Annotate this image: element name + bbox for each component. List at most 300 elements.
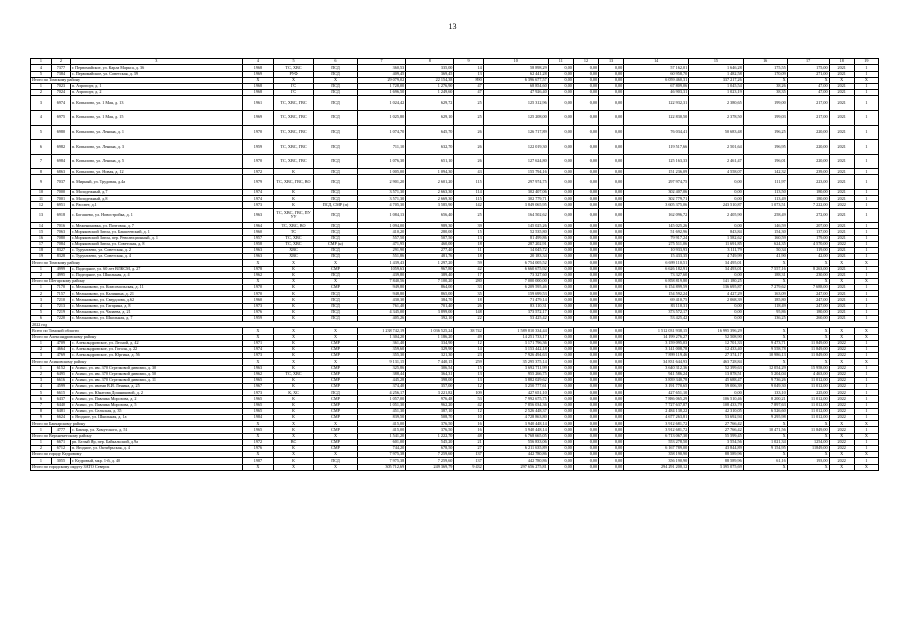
address-cell: с. Мельниково, ул. Калинина, д. 21 [70, 291, 242, 297]
table-cell: 53 [454, 396, 483, 402]
table-cell: 2021 [829, 309, 854, 315]
table-cell: К [274, 196, 314, 202]
table-cell: 0,00 [573, 377, 598, 383]
table-cell: 711,10 [357, 140, 405, 155]
table-cell: 0,00 [599, 247, 624, 253]
table-cell: 2 901,20 [357, 175, 405, 190]
table-cell: 1 482,58 [689, 71, 744, 77]
table-cell: 3 692 711,99 [483, 365, 548, 371]
table-cell: 3 605 375,06 [624, 202, 689, 208]
table-cell: 398,00 [406, 377, 454, 383]
table-cell: 81 499,86 [483, 235, 548, 241]
table-cell: 1 [854, 175, 878, 190]
table-cell: 0,00 [573, 390, 598, 396]
table-cell: 6616 [51, 377, 70, 383]
table-cell: 11 849,00 [787, 353, 829, 359]
table-cell: 1 [854, 154, 878, 169]
table-cell: 0,00 [573, 309, 598, 315]
table-cell: 7084 [51, 241, 70, 247]
address-cell: с. Мельниково, ул. Комсомольская, д. 11 [70, 285, 242, 291]
table-cell: 287 202,91 [483, 241, 548, 247]
table-cell: 2021 [829, 303, 854, 309]
table-cell: ПСД [313, 390, 357, 396]
table-cell: 2 405,90 [689, 208, 744, 223]
table-cell: 0,00 [548, 316, 573, 322]
table-cell: 1963 [242, 247, 273, 253]
table-cell: 136,25 [743, 316, 787, 322]
table-cell: 1963 [242, 254, 273, 260]
table-cell: 976,48 [406, 396, 454, 402]
table-cell: 7157 [51, 291, 70, 297]
table-cell: 2021 [829, 90, 854, 96]
table-cell: 0,00 [599, 439, 624, 445]
table-cell: 25 [454, 208, 483, 223]
table-cell: 2022 [829, 396, 854, 402]
table-cell: 88 589,96 [689, 458, 744, 464]
column-number: 4 [242, 59, 273, 65]
table-cell: 0,00 [548, 71, 573, 77]
table-cell: 1 [31, 340, 52, 346]
table-cell: 3 221,82 [406, 390, 454, 396]
table-cell: 25 [454, 110, 483, 125]
table-cell: 0,00 [548, 346, 573, 352]
table-cell: 6440 [51, 402, 70, 408]
table-cell: 1 [854, 229, 878, 235]
table-cell: ТС, ХВС, ГВС [274, 140, 314, 155]
table-cell: 1 238 742,19 [357, 328, 405, 334]
table-cell: 0,00 [573, 408, 598, 414]
table-cell: 2021 [829, 235, 854, 241]
address-cell: п. Молодежный, д.8 [70, 196, 242, 202]
table-cell: 0,00 [548, 266, 573, 272]
table-cell: 843,84 [689, 229, 744, 235]
table-cell: ПСД [313, 110, 357, 125]
table-cell: 2021 [829, 291, 854, 297]
table-cell: 0,00 [573, 278, 598, 284]
table-cell: 280,00 [406, 229, 454, 235]
table-cell: 1 [854, 439, 878, 445]
table-cell: 179,00 [787, 235, 829, 241]
table-cell: 0,00 [599, 359, 624, 365]
table-cell: 230,00 [787, 272, 829, 278]
table-cell: 155 794,16 [483, 169, 548, 175]
table-cell: 1 [854, 202, 878, 208]
table-cell: 15 433,35 [624, 254, 689, 260]
table-cell: 125 312,96 [483, 96, 548, 111]
subtotal-label: Итого по городскому округу ЗАТО Северск [31, 464, 243, 470]
table-cell: 52 399,63 [689, 365, 744, 371]
table-cell: 1 541,20 [357, 433, 405, 439]
address-cell: п. Копылово, ул. Новая, д. 12 [70, 169, 242, 175]
table-cell: 0,00 [548, 65, 573, 71]
address-cell: с. Межениновка, ул. Почтовая, д. 7 [70, 223, 242, 229]
table-cell: ХВС [274, 254, 314, 260]
table-cell: 0,00 [599, 384, 624, 390]
table-cell: 1 [854, 303, 878, 309]
table-cell: X [242, 464, 273, 470]
table-cell: X [242, 421, 273, 427]
table-cell: 277,40 [406, 247, 454, 253]
column-number: 9 [454, 59, 483, 65]
table-cell: 430,30 [357, 297, 405, 303]
table-cell: 11 849,00 [787, 427, 829, 433]
table-cell: X [242, 260, 273, 266]
table-cell: СМР [313, 396, 357, 402]
table-cell: 79 917,24 [624, 235, 689, 241]
table-cell: 0,00 [573, 458, 598, 464]
table-cell: 0,00 [573, 291, 598, 297]
address-cell: п. Ягодное, ул. Октябрьская, д. 4 [70, 445, 242, 451]
table-cell: СМР [313, 402, 357, 408]
table-cell: 1 [854, 445, 878, 451]
table-cell: 4 705,30 [357, 202, 405, 208]
table-cell: X [274, 260, 314, 266]
table-cell: 4 256,17 [357, 390, 405, 396]
table-cell: 294 291 200,12 [624, 464, 689, 470]
table-cell: 259 [454, 359, 483, 365]
table-cell: 3 899,00 [406, 309, 454, 315]
table-cell: X [787, 359, 829, 365]
table-cell: 329,90 [406, 346, 454, 352]
table-cell: К, ХС [274, 390, 314, 396]
table-cell: 114 [454, 190, 483, 196]
table-cell: 9 [31, 415, 52, 421]
table-cell: 364,31 [406, 371, 454, 377]
table-cell: 9 736,26 [743, 377, 787, 383]
table-cell: 1 025,80 [357, 110, 405, 125]
table-cell: 1 [854, 390, 878, 396]
table-cell: 0,00 [689, 303, 744, 309]
table-cell: 1 045,54 [689, 83, 744, 89]
table-cell: 180,00 [787, 196, 829, 202]
table-cell: 0,00 [573, 202, 598, 208]
table-cell: X [854, 421, 878, 427]
table-cell: ПСД [313, 90, 357, 96]
table-cell: 1974 [242, 196, 273, 202]
table-cell: 0,00 [548, 90, 573, 96]
table-cell: 360,53 [357, 65, 405, 71]
table-cell: 3 912 681,72 [624, 421, 689, 427]
table-cell: 6 167 789,00 [624, 445, 689, 451]
table-cell: СМР [313, 266, 357, 272]
table-cell: 52 535,80 [483, 229, 548, 235]
table-cell: 3 839 340,78 [624, 377, 689, 383]
table-cell: 6495 [51, 371, 70, 377]
column-number: 1 [31, 59, 52, 65]
table-cell: 445,28 [357, 377, 405, 383]
table-cell: 545,20 [406, 439, 454, 445]
table-cell: 0,00 [573, 175, 598, 190]
table-cell: 442 780,86 [483, 452, 548, 458]
table-cell: 12 [454, 384, 483, 390]
table-cell: 83 110,31 [483, 303, 548, 309]
table-cell: 3 571,30 [357, 196, 405, 202]
table-cell: 1 084,13 [357, 208, 405, 223]
table-cell: 2022 [829, 439, 854, 445]
table-cell: 0,00 [548, 247, 573, 253]
table-cell: 42 [454, 402, 483, 408]
table-cell: 50 683,48 [689, 125, 744, 140]
table-cell: 11 [31, 196, 52, 202]
table-cell: 1 [854, 408, 878, 414]
address-cell: п. Молодежный, д.7 [70, 190, 242, 196]
subtotal-label: Итого по Александровскому району [31, 334, 243, 340]
table-cell: 0,00 [599, 278, 624, 284]
table-cell: 7016 [51, 223, 70, 229]
table-cell: 2021 [829, 223, 854, 229]
table-cell: 948,80 [357, 291, 405, 297]
address-cell: г. Асино, ул. Павлика Морозова, д. 2 [70, 396, 242, 402]
table-cell: 2 484 138,22 [624, 408, 689, 414]
table-cell: 557,50 [357, 235, 405, 241]
table-cell: 11 012,00 [787, 415, 829, 421]
table-cell: ПСД [313, 83, 357, 89]
table-cell: К [274, 202, 314, 208]
table-cell: К [274, 291, 314, 297]
table-cell: 0,00 [689, 316, 744, 322]
table-cell: 0,00 [599, 190, 624, 196]
table-cell: 1 [854, 285, 878, 291]
table-cell: 9 154,95 [743, 445, 787, 451]
table-cell: 955 266,75 [483, 371, 548, 377]
table-cell: 1 [854, 297, 878, 303]
address-cell: п. Рассвет, д.1 [70, 202, 242, 208]
table-cell: 1 005,00 [357, 169, 405, 175]
table-cell: X [274, 464, 314, 470]
table-cell: 7 975,38 [357, 458, 405, 464]
page-number: 13 [448, 22, 457, 31]
table-cell: 7001 [51, 196, 70, 202]
table-cell: 0,00 [599, 464, 624, 470]
table-cell: 11 012,00 [787, 377, 829, 383]
table-cell: 0,00 [573, 260, 598, 266]
table-cell: 624,35 [743, 241, 787, 247]
table-cell: 5 204,04 [743, 371, 787, 377]
table-cell: 2021 [829, 65, 854, 71]
table-cell: 302 407,06 [483, 190, 548, 196]
table-cell: 1976 [242, 445, 273, 451]
table-cell: 0,00 [573, 140, 598, 155]
table-cell: 1 [31, 266, 52, 272]
table-cell: 0,00 [573, 427, 598, 433]
table-cell: 15 [454, 229, 483, 235]
column-number: 7 [357, 59, 405, 65]
column-number: 19 [854, 59, 878, 65]
table-cell: X [829, 278, 854, 284]
table-cell: 18 [31, 247, 52, 253]
table-cell: 2022 [829, 353, 854, 359]
table-cell: ТС, ХВС, ГВС [274, 110, 314, 125]
table-cell: ПСД [313, 297, 357, 303]
table-cell: 302 779,71 [624, 196, 689, 202]
table-cell: 0,00 [548, 223, 573, 229]
table-cell: 4 677 263,81 [624, 415, 689, 421]
table-cell: 122 019,30 [483, 140, 548, 155]
table-cell: 136 695,87 [689, 285, 744, 291]
table-cell: 2022 [829, 458, 854, 464]
table-cell: 51 692,96 [624, 229, 689, 235]
table-cell: 0,00 [548, 458, 573, 464]
column-number: 8 [406, 59, 454, 65]
table-cell: К [274, 190, 314, 196]
table-cell: 42 310,05 [689, 408, 744, 414]
table-cell: ТС, ХВС [274, 371, 314, 377]
table-cell: 463 728,84 [689, 359, 744, 365]
table-cell: ПСД [313, 154, 357, 169]
table-cell: 4769 [51, 353, 70, 359]
table-row [31, 208, 879, 223]
table-cell: 744,20 [357, 445, 405, 451]
table-cell: 0,00 [599, 154, 624, 169]
table-cell: 9 049,30 [743, 384, 787, 390]
table-cell: 1 [31, 285, 52, 291]
table-cell: 127 624,80 [483, 154, 548, 169]
table-cell: 1962 [242, 371, 273, 377]
table-cell: 122 932,31 [624, 96, 689, 111]
table-cell: 2022 [829, 390, 854, 396]
table-cell: X [313, 421, 357, 427]
table-cell: 113,50 [743, 190, 787, 196]
table-cell: 137 [454, 458, 483, 464]
table-cell: 4 [31, 384, 52, 390]
table-cell: 0,00 [548, 402, 573, 408]
table-cell: 334,90 [406, 340, 454, 346]
column-number: 5 [274, 59, 314, 65]
table-cell: X [854, 452, 878, 458]
table-cell: X [787, 334, 829, 340]
table-cell: X [854, 278, 878, 284]
table-cell: 2 461,47 [689, 154, 744, 169]
table-cell: 1 [31, 83, 52, 89]
table-cell: 374,40 [357, 384, 405, 390]
table-cell: 247,00 [787, 303, 829, 309]
table-cell: 59 006,39 [689, 384, 744, 390]
table-cell: 7080 [51, 235, 70, 241]
table-cell: 10 [454, 415, 483, 421]
table-cell: 0,00 [599, 110, 624, 125]
table-cell: 1973 [242, 202, 273, 208]
table-cell: X [743, 433, 787, 439]
table-cell: 0,00 [599, 169, 624, 175]
table-cell: 247,00 [787, 297, 829, 303]
table-cell: 12 [31, 202, 52, 208]
table-cell: 159 699,53 [483, 291, 548, 297]
table-cell: 0,00 [573, 96, 598, 111]
table-cell: 0,00 [573, 71, 598, 77]
table-cell: 967,80 [406, 266, 454, 272]
table-cell: 3 191 770,65 [624, 384, 689, 390]
table-cell: 2021 [829, 208, 854, 223]
table-cell: ТС, ХВС [274, 65, 314, 71]
table-cell: 1 [854, 65, 878, 71]
table-cell: 2 068,39 [689, 297, 744, 303]
table-cell: 146,59 [743, 223, 787, 229]
table-cell: 185,80 [743, 297, 787, 303]
table-cell: 199,03 [743, 110, 787, 125]
table-cell: 7 899 119,46 [624, 353, 689, 359]
table-cell: ПСД [313, 65, 357, 71]
table-cell: 1979 [242, 175, 273, 190]
table-cell: 1 [854, 396, 878, 402]
table-cell: 142,32 [743, 169, 787, 175]
table-cell: 26 [454, 154, 483, 169]
table-cell: X [274, 359, 314, 365]
address-cell: с. Мельниково, ул. Свердлова, д.62 [70, 297, 242, 303]
column-number: 6 [313, 59, 357, 65]
table-cell: 73 327,60 [624, 272, 689, 278]
table-cell: 410,20 [357, 229, 405, 235]
table-cell: 2021 [829, 229, 854, 235]
table-cell: 2022 [829, 241, 854, 247]
table-cell: 43 [454, 169, 483, 175]
table-cell: 0,00 [573, 303, 598, 309]
table-cell: 26 [454, 125, 483, 140]
table-cell: 0,00 [548, 285, 573, 291]
table-cell: 0,00 [548, 439, 573, 445]
table-cell: 22 [454, 316, 483, 322]
address-cell: с. Мельниково, ул. Чапаева, д. 21 [70, 309, 242, 315]
table-cell: 163,09 [743, 291, 787, 297]
table-cell: К [274, 340, 314, 346]
table-cell: 1970 [242, 291, 273, 297]
address-cell: п. Копылово, ул. 1 Мая, д. 13 [70, 96, 242, 111]
table-cell: 0,00 [573, 402, 598, 408]
table-cell: 41,90 [743, 254, 787, 260]
table-cell: 243 510,87 [689, 202, 744, 208]
table-cell: 2021 [829, 190, 854, 196]
table-cell: 2 378,50 [689, 110, 744, 125]
address-cell: г. Асино, ул. Павлика Морозова, д. 5 [70, 402, 242, 408]
table-cell: 0,00 [548, 309, 573, 315]
table-cell: 22 154,38 [406, 77, 454, 83]
table-cell: 0,00 [573, 421, 598, 427]
table-cell: 0,00 [599, 235, 624, 241]
table-cell: 0,00 [548, 260, 573, 266]
table-cell: 0,00 [689, 196, 744, 202]
table-cell: 0,00 [599, 229, 624, 235]
table-cell: 1 512 031 938,15 [624, 328, 689, 334]
table-cell: 10 471,56 [743, 427, 787, 433]
address-cell: с. Мельниково, ул. Гагарина, д. 8 [70, 303, 242, 309]
table-cell: 2021 [829, 71, 854, 77]
table-cell: 5 [31, 71, 52, 77]
table-cell: 11 012,00 [787, 402, 829, 408]
table-cell: 0,00 [548, 83, 573, 89]
table-cell: 0,00 [548, 353, 573, 359]
table-cell: X [854, 334, 878, 340]
table-cell: 47,00 [787, 90, 829, 96]
table-cell: 0,00 [548, 340, 573, 346]
table-cell: 2021 [829, 316, 854, 322]
table-cell: К [274, 415, 314, 421]
table-cell: СМР (н) [313, 241, 357, 247]
table-cell: 0,00 [548, 390, 573, 396]
table-cell: 4999 [51, 266, 70, 272]
table-cell: 3055 [51, 458, 70, 464]
table-cell: 0,00 [548, 241, 573, 247]
table-cell: 15 [454, 365, 483, 371]
table-cell: 427 651,10 [483, 390, 548, 396]
table-cell: 73 327,60 [483, 272, 548, 278]
table-cell: ТС, ХВС [274, 241, 314, 247]
table-cell: 8 263,00 [787, 266, 829, 272]
table-cell: 8 [31, 169, 52, 175]
table-cell: 6437 [51, 396, 70, 402]
table-row [31, 96, 879, 111]
address-cell: с. Турунтаево, ул. Советская, д. 4 [70, 254, 242, 260]
table-cell: ХВС [274, 247, 314, 253]
table-cell: 141 180,25 [689, 278, 744, 284]
